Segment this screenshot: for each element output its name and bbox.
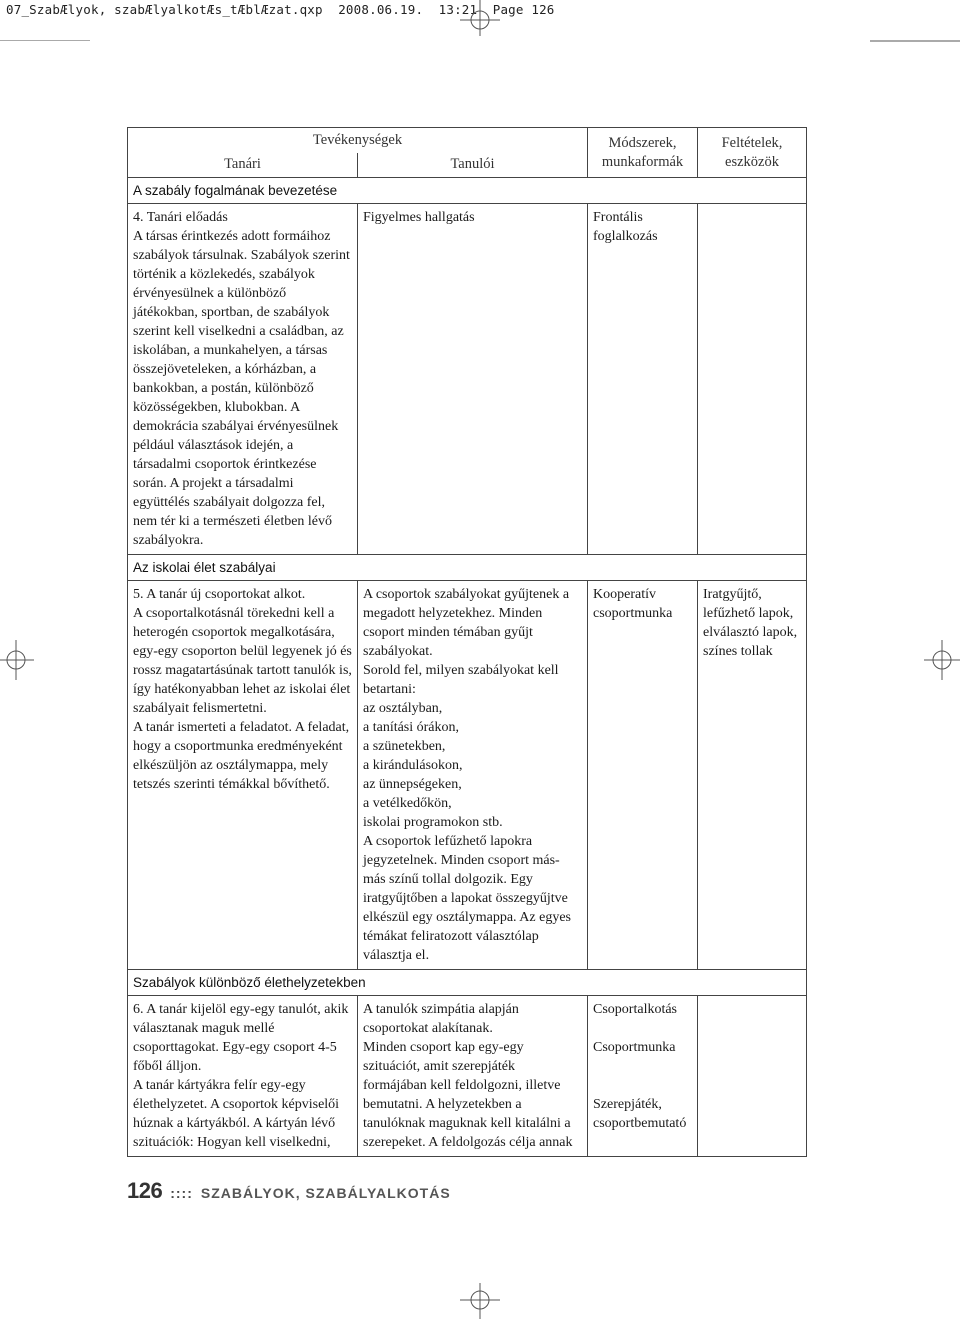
teacher-cell (128, 996, 358, 1157)
teacher-text: 5. A tanár új csoportokat alkot. (133, 587, 306, 602)
students-text: a kirándulásokon, (363, 758, 463, 773)
page-footer (127, 1178, 451, 1204)
methods-cell (588, 581, 698, 970)
footer-separator: :::: (170, 1185, 193, 1201)
activity-row (128, 204, 807, 555)
section-title: Az iskolai élet szabályai (128, 555, 807, 581)
page-number: 126 (127, 1178, 163, 1203)
registration-mark-bottom (460, 1283, 500, 1319)
chapter-title: SZABÁLYOK, SZABÁLYALKOTÁS (200, 1185, 451, 1201)
spacer (593, 1076, 692, 1095)
methods-text: Szerepjáték, csoportbemutató (593, 1097, 687, 1131)
registration-mark-left (0, 640, 34, 680)
conditions-cell (698, 996, 807, 1157)
header-methods: Módszerek, munkaformák (588, 128, 698, 178)
methods-cell (588, 204, 698, 555)
crop-mark-top-right (870, 40, 960, 42)
crop-mark-top-left (0, 40, 90, 80)
teacher-cell (128, 581, 358, 970)
students-text: Minden csoport kap egy-egy szituációt, amit szerepjáték formájában kell feldolgozni, illetve bemutatni. A helyzetekben a tanulóknak maguknak kell kitalálni a szerepeket. A feldolgozás célja annak (363, 1040, 573, 1150)
section-title: A szabály fogalmának bevezetése (128, 178, 807, 204)
teacher-text: A tanár kártyákra felír egy-egy élethelyzetet. A csoportok képviselői húznak a kártyákból. A kártyán lévő szituációk: Hogyan kell viselkedni, (133, 1078, 340, 1150)
students-cell (358, 996, 588, 1157)
teacher-text: A csoportalkotásnál törekedni kell a heterogén csoportok megalkotására, egy-egy csoporton belül legyenek jó és rossz magatartásúnak tartott tanulók is, így hatékonyabban lehet az iskolai élet szabályait felismertetni. (133, 606, 352, 716)
students-text: az osztályban, (363, 701, 443, 716)
teacher-text: 4. Tanári előadás (133, 210, 228, 225)
header-teacher: Tanári (128, 153, 358, 178)
students-text: Figyelmes hallgatás (363, 210, 475, 225)
methods-cell (588, 996, 698, 1157)
activity-row (128, 996, 807, 1157)
students-cell (358, 204, 588, 555)
teacher-text: 6. A tanár kijelöl egy-egy tanulót, akik választanak maguk mellé csoporttagokat. Egy-egy csoport 4-5 főből álljon. (133, 1002, 349, 1074)
students-cell (358, 581, 588, 970)
conditions-text: Iratgyűjtő, lefűzhető lapok, elválasztó lapok, színes tollak (703, 587, 798, 659)
registration-mark-right (924, 640, 960, 680)
section-row (128, 555, 807, 581)
header-students: Tanulói (358, 153, 588, 178)
teacher-text: A társas érintkezés adott formáihoz szabályok társulnak. Szabályok szerint történik a közlekedés, szabályok érvényesülnek a különböző játékokban, sportban, de szabályok szerint kell viselkedni a családban, az iskolában, a munkahelyen, a társas összejöveteleken, a kórházban, a bankokban, a postán, különböző közösségekben, klubokban. A demokrácia szabályai érvényesülnek például választások idején, a társadalmi csoportok érintkezése során. A projekt a társadalmi együttélés szabályait dolgozza fel, nem tér ki a természeti életben lévő szabályokra. (133, 229, 350, 548)
students-text: Sorold fel, milyen szabályokat kell betartani: (363, 663, 559, 697)
methods-text: Csoportmunka (593, 1040, 676, 1055)
spacer (593, 1057, 692, 1076)
registration-mark-top (460, 0, 500, 36)
print-slug: 07_SzabÆlyok, szabÆlyalkotÆs_tÆblÆzat.qxp 2008.06.19. 13:21 Page 126 (6, 2, 555, 17)
students-text: az ünnepségeken, (363, 777, 462, 792)
students-text: A tanulók szimpátia alapján csoportokat alakítanak. (363, 1002, 519, 1036)
methods-text: Kooperatív csoportmunka (593, 587, 673, 621)
header-conditions: Feltételek, eszközök (698, 128, 807, 178)
students-text: a tanítási órákon, (363, 720, 460, 735)
students-text: a vetélkedőkön, (363, 796, 452, 811)
section-row (128, 970, 807, 996)
activity-row (128, 581, 807, 970)
students-text: A csoportok lefűzhető lapokra jegyzetelnek. Minden csoport más-más színű tollal dolgozik. Egy iratgyűjtőben a lapokat összegyűjtve elkészül egy osztálymappa. Az egyes témákat feliratozott választólap választja el. (363, 834, 571, 963)
conditions-cell (698, 581, 807, 970)
header-activities: Tevékenységek (128, 128, 588, 154)
students-text: a szünetekben, (363, 739, 446, 754)
section-title: Szabályok különböző élethelyzetekben (128, 970, 807, 996)
methods-text: Frontális foglalkozás (593, 210, 658, 244)
students-text: iskolai programokon stb. (363, 815, 503, 830)
spacer (593, 1019, 692, 1038)
teacher-cell (128, 204, 358, 555)
section-row (128, 178, 807, 204)
methods-text: Csoportalkotás (593, 1002, 678, 1017)
students-text: A csoportok szabályokat gyűjtenek a megadott helyzetekhez. Minden csoport minden témában gyűjt szabályokat. (363, 587, 570, 659)
teacher-text: A tanár ismerteti a feladatot. A feladat, hogy a csoportmunka eredményeként elkészüljön az osztálymappa, mely tetszés szerinti témákkal bővíthető. (133, 720, 350, 792)
lesson-plan-table (127, 127, 807, 1157)
conditions-cell (698, 204, 807, 555)
